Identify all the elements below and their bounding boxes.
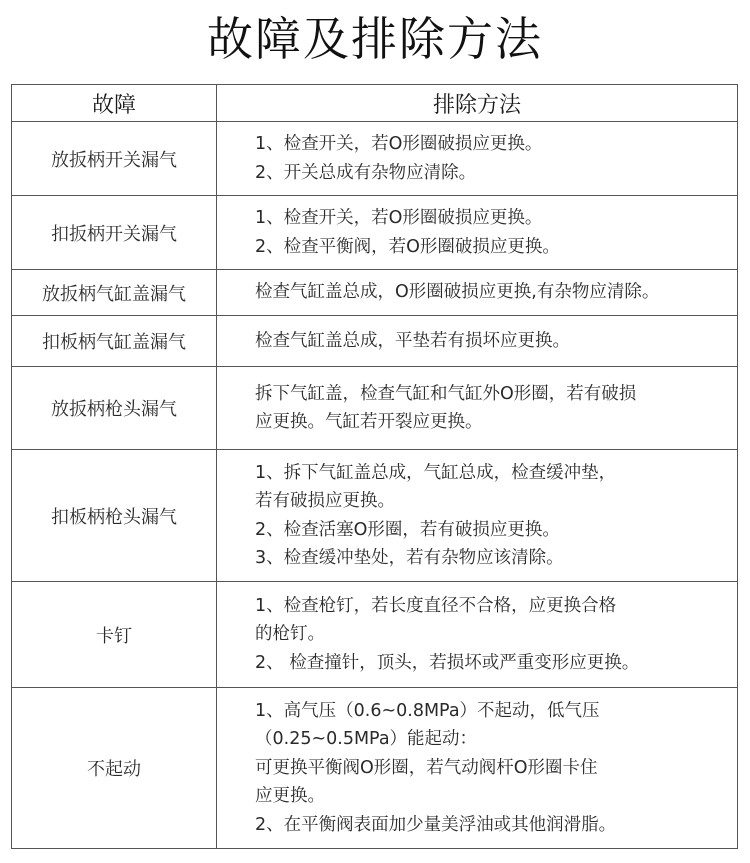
table-row xyxy=(12,196,738,270)
table-row xyxy=(12,450,738,582)
method-cell xyxy=(217,582,738,688)
table-row xyxy=(12,582,738,688)
fault-cell: 扣板柄枪头漏气 xyxy=(12,450,217,582)
fault-cell: 卡钉 xyxy=(12,582,217,688)
header-fault: 故障 xyxy=(12,85,217,122)
fault-cell: 不起动 xyxy=(12,688,217,849)
method-line: 检查气缸盖总成，平垫若有损坏应更换。 xyxy=(255,330,570,351)
method-line: 2、 检查撞针，顶头，若损坏或严重变形应更换。 xyxy=(255,652,640,673)
table-header-row xyxy=(12,85,738,122)
table-row xyxy=(12,122,738,196)
method-line: 若有破损应更换。 xyxy=(255,491,395,511)
method-line: 1、检查枪钉，若长度直径不合格，应更换合格 xyxy=(255,595,617,616)
method-cell xyxy=(217,450,738,582)
method-line: 检查气缸盖总成，O形圈破损应更换,有杂物应清除。 xyxy=(255,282,660,303)
method-line: 的枪钉。 xyxy=(255,624,325,645)
method-cell xyxy=(217,122,738,196)
method-line: 2、检查平衡阀，若O形圈破损应更换。 xyxy=(255,236,560,257)
method-line: 1、拆下气缸盖总成，气缸总成，检查缓冲垫， xyxy=(255,462,617,483)
table-row xyxy=(12,316,738,367)
method-line: 拆下气缸盖，检查气缸和气缸外O形圈，若有破损 xyxy=(255,383,637,404)
method-line: 应更换。 xyxy=(255,786,325,807)
fault-cell: 放扳柄气缸盖漏气 xyxy=(12,270,217,316)
table-row xyxy=(12,270,738,316)
table-row xyxy=(12,367,738,450)
method-line: 1、检查开关，若O形圈破损应更换。 xyxy=(255,134,543,154)
method-line: 2、在平衡阀表面加少量美浮油或其他润滑脂。 xyxy=(255,814,617,835)
method-cell xyxy=(217,270,738,316)
method-line: 应更换。气缸若开裂应更换。 xyxy=(255,412,483,432)
fault-table xyxy=(11,84,738,849)
fault-cell: 扣板柄气缸盖漏气 xyxy=(12,316,217,367)
method-line: 2、检查活塞O形圈，若有破损应更换。 xyxy=(255,519,560,540)
method-line: 1、检查开关，若O形圈破损应更换。 xyxy=(255,208,543,228)
method-line: 3、检查缓冲垫处，若有杂物应该清除。 xyxy=(255,548,564,568)
fault-cell: 放扳柄开关漏气 xyxy=(12,122,217,196)
fault-cell: 扣扳柄开关漏气 xyxy=(12,196,217,270)
method-line: （0.25~0.5MPa）能起动： xyxy=(255,729,478,750)
header-method: 排除方法 xyxy=(217,85,738,122)
method-cell xyxy=(217,316,738,367)
method-cell xyxy=(217,196,738,270)
method-line: 可更换平衡阀O形圈，若气动阀杆O形圈卡住 xyxy=(255,757,598,778)
method-cell xyxy=(217,367,738,450)
fault-cell: 放扳柄枪头漏气 xyxy=(12,367,217,450)
method-line: 2、开关总成有杂物应清除。 xyxy=(255,162,477,183)
page-title: 故障及排除方法 xyxy=(207,12,543,66)
method-line: 1、高气压（0.6~0.8MPa）不起动，低气压 xyxy=(255,700,600,721)
table-row xyxy=(12,688,738,849)
method-cell xyxy=(217,688,738,849)
